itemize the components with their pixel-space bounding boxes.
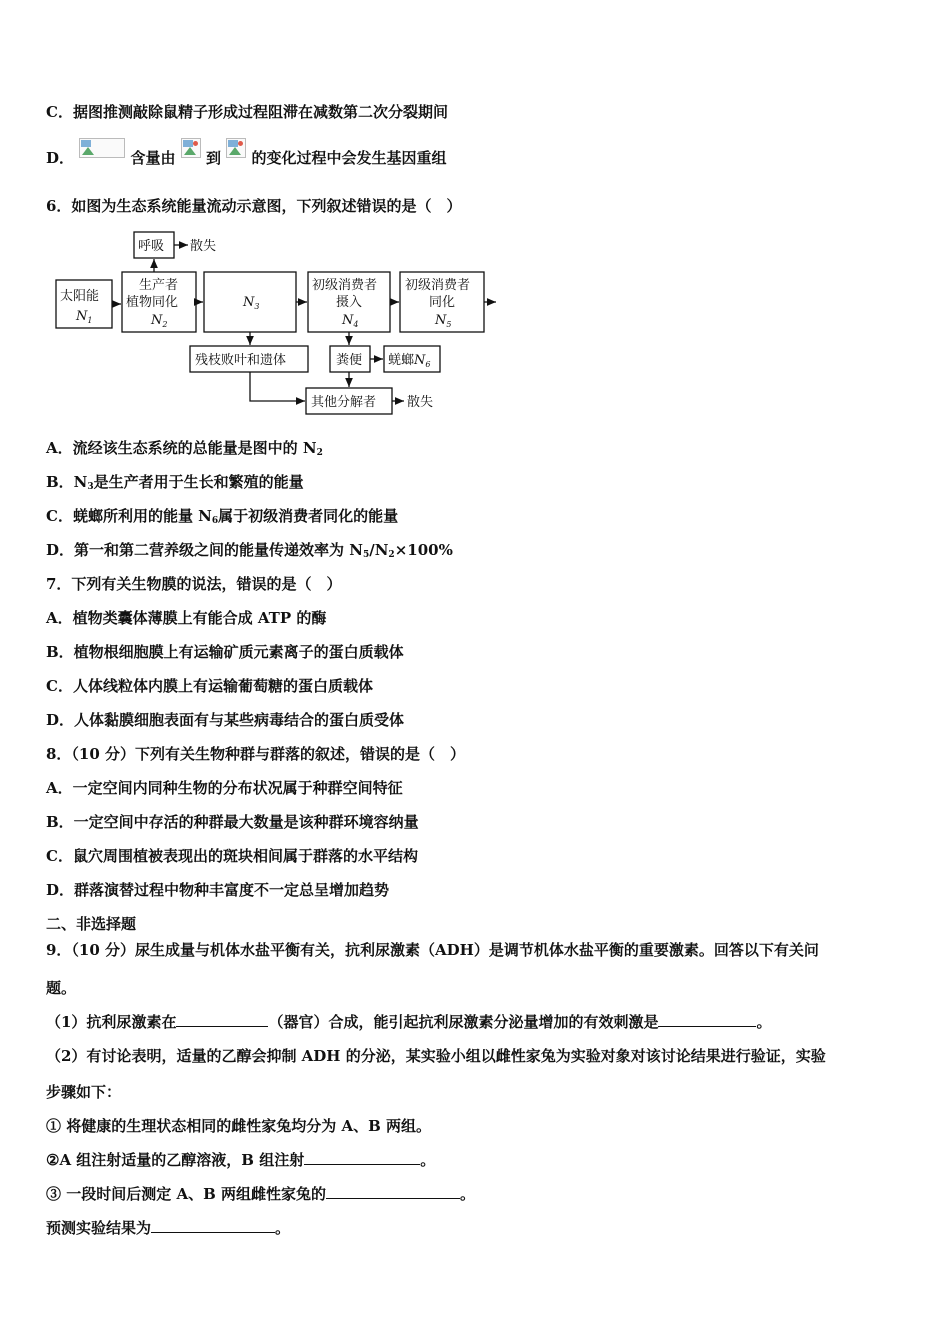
q5-option-c: C．据图推测敲除鼠精子形成过程阻滞在减数第二次分裂期间: [46, 103, 448, 121]
q8-stem: 8．（10 分）下列有关生物种群与群落的叙述，错误的是（ ）: [46, 745, 466, 763]
label-dung-beetle: 蜣螂: [388, 353, 415, 368]
label-decomposers: 其他分解者: [311, 395, 377, 410]
q5-option-d-mid1: 含量由: [130, 149, 176, 167]
label-n4: N: [342, 313, 354, 328]
label-n1: N: [76, 309, 88, 324]
answer-blank[interactable]: [151, 1218, 275, 1233]
q9-part2-line1: （2）有讨论表明，适量的乙醇会抑制 ADH 的分泌，某实验小组以雌性家兔为实验对象对该讨论结果进行验证，实验: [46, 1047, 826, 1065]
q6-option-b: B．$N_3$是生产者用于生长和繁殖的能量: [46, 473, 304, 492]
q9-part1: （1）抗利尿激素在 （器官）合成，能引起抗利尿激素分泌量增加的有效刺激是 。: [46, 1013, 772, 1031]
label-dissipate: 散失: [190, 239, 217, 254]
q7-option-d: D．人体黏膜细胞表面有与某些病毒结合的蛋白质受体: [46, 711, 405, 729]
label-n3: N: [243, 295, 255, 310]
q8-option-c: C．鼠穴周围植被表现出的斑块相间属于群落的水平结构: [46, 847, 418, 865]
broken-image-icon: [79, 138, 125, 158]
energy-flow-diagram: [50, 228, 510, 418]
answer-blank[interactable]: [176, 1012, 268, 1027]
label-respiration: 呼吸: [138, 239, 165, 254]
label-feces: 粪便: [336, 353, 363, 368]
svg-text:N4: [341, 313, 358, 329]
label-n3-sub: 3: [254, 302, 260, 311]
label-primary-assim-l2: 同化: [429, 295, 456, 310]
label-producer-l2: 植物同化: [126, 295, 179, 310]
q6-stem: 6．如图为生态系统能量流动示意图，下列叙述错误的是（ ）: [46, 197, 462, 215]
label-litter: 残枝败叶和遗体: [195, 353, 287, 368]
label-n2: N: [151, 313, 163, 328]
q5-option-d-suffix: 的变化过程中会发生基因重组: [251, 149, 447, 167]
q5-option-d-mid2: 到: [205, 149, 221, 167]
q6-option-d: D．第一和第二营养级之间的能量传递效率为 $N_5/N_2\times 100\%$: [46, 541, 453, 560]
q9-stem-line2: 题。: [46, 979, 77, 997]
svg-text:蜣螂N6: [388, 352, 430, 369]
label-n4-sub: 4: [353, 320, 359, 329]
broken-image-icon: [181, 138, 201, 158]
q9-stem-line1: 9．（10 分）尿生成量与机体水盐平衡有关，抗利尿激素（ADH）是调节机体水盐平衡的重要激素。回答以下有关问: [46, 941, 819, 959]
q6-option-c: C．蜣螂所利用的能量 $N_6$属于初级消费者同化的能量: [46, 507, 399, 526]
q9-part2-line2: 步骤如下：: [46, 1083, 122, 1101]
label-primary-intake-l1: 初级消费者: [312, 278, 378, 293]
svg-text:N2: [150, 313, 167, 329]
q8-option-a: A．一定空间内同种生物的分布状况属于种群空间特征: [46, 779, 403, 797]
label-primary-assim-l1: 初级消费者: [405, 278, 471, 293]
label-primary-intake-l2: 摄入: [336, 295, 363, 310]
label-sun: 太阳能: [60, 289, 100, 304]
label-n2-sub: 2: [162, 320, 168, 329]
label-dissipate2: 散失: [407, 395, 434, 410]
q8-option-d: D．群落演替过程中物种丰富度不一定总呈增加趋势: [46, 881, 390, 899]
q9-predict: 预测实验结果为 。: [46, 1219, 291, 1237]
label-n6-sub: 6: [425, 360, 431, 369]
q7-stem: 7．下列有关生物膜的说法，错误的是（ ）: [46, 575, 342, 593]
label-n5: N: [435, 313, 447, 328]
svg-text:N3: [242, 295, 259, 311]
label-n5-sub: 5: [446, 320, 452, 329]
q7-option-c: C．人体线粒体内膜上有运输葡萄糖的蛋白质载体: [46, 677, 373, 695]
section-heading: 二、非选择题: [46, 915, 137, 933]
q5-option-d-prefix: D．: [46, 149, 75, 167]
answer-blank[interactable]: [326, 1184, 460, 1199]
broken-image-icon: [226, 138, 246, 158]
q7-option-a: A．植物类囊体薄膜上有能合成 ATP 的酶: [46, 609, 327, 627]
q7-option-b: B．植物根细胞膜上有运输矿质元素离子的蛋白质载体: [46, 643, 404, 661]
q9-step1: ① 将健康的生理状态相同的雌性家兔均分为 A、B 两组。: [46, 1117, 431, 1135]
answer-blank[interactable]: [304, 1150, 420, 1165]
q5-option-d: [46, 146, 446, 168]
q9-step3: ③ 一段时间后测定 A、B 两组雌性家兔的 。: [46, 1185, 476, 1203]
answer-blank[interactable]: [658, 1012, 756, 1027]
label-producer-l1: 生产者: [139, 278, 179, 293]
svg-text:N1: [75, 309, 92, 325]
label-n1-sub: 1: [87, 316, 93, 325]
label-n6: N: [414, 353, 426, 368]
q9-step2: ②A 组注射适量的乙醇溶液，B 组注射 。: [46, 1151, 436, 1169]
q8-option-b: B．一定空间中存活的种群最大数量是该种群环境容纳量: [46, 813, 419, 831]
svg-text:N5: [434, 313, 451, 329]
q6-option-a: A．流经该生态系统的总能量是图中的 $N_2$: [46, 439, 323, 458]
